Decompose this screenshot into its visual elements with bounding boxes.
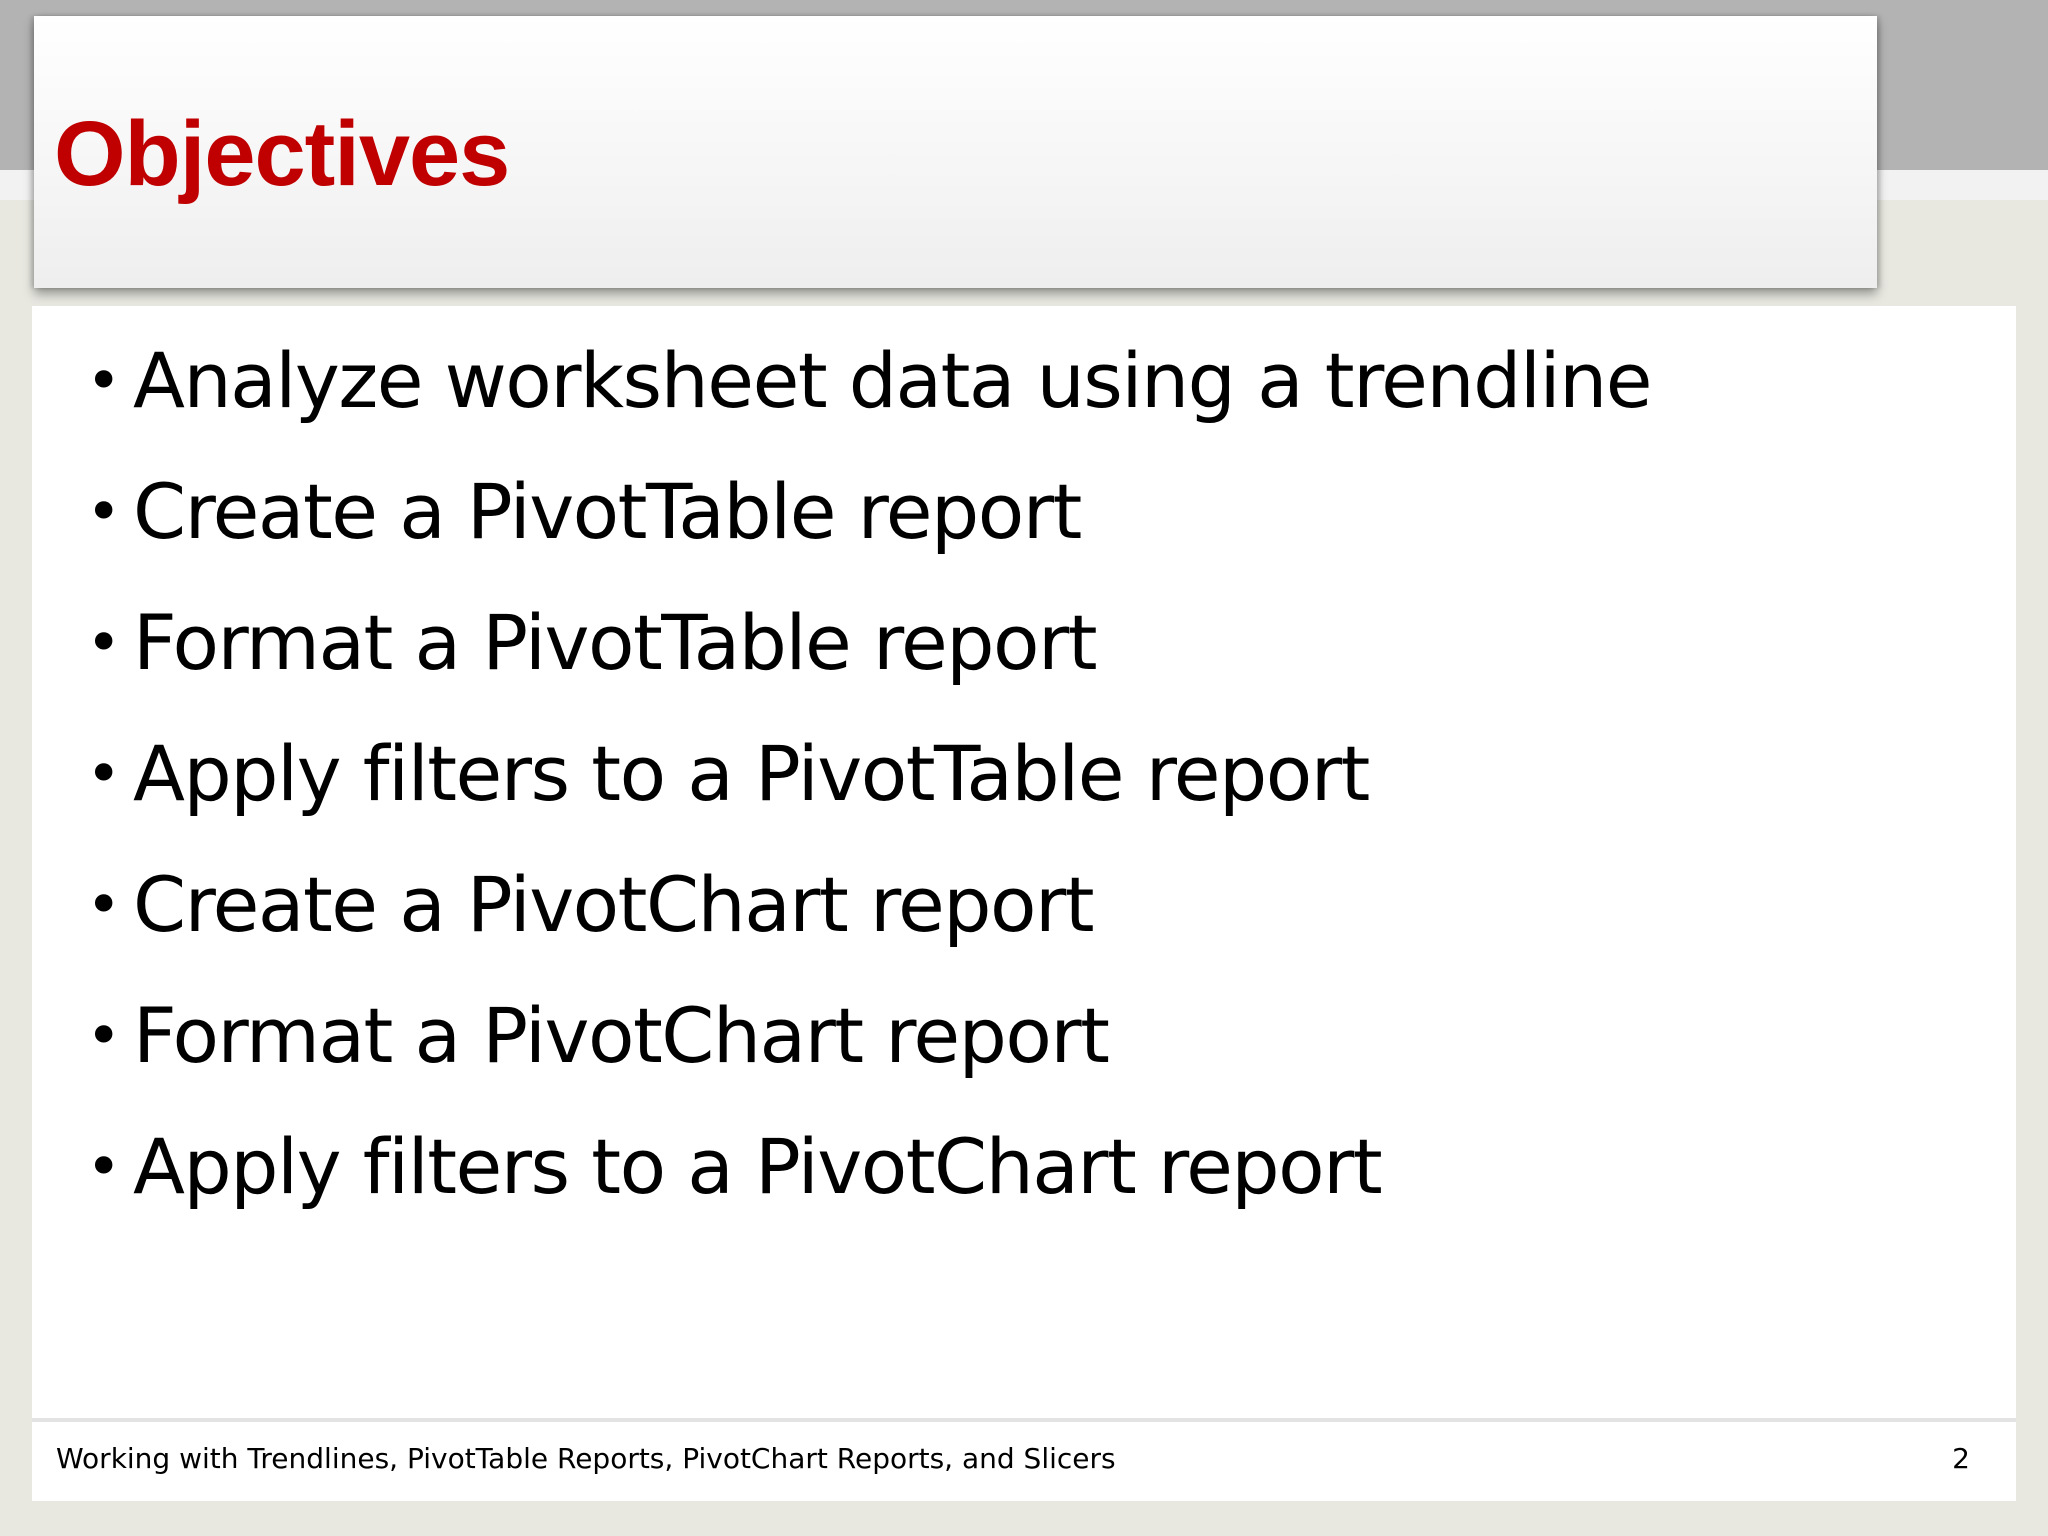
page-number: 2	[1952, 1442, 1970, 1475]
objective-text: Create a PivotTable report	[133, 467, 1081, 556]
objective-text: Create a PivotChart report	[133, 860, 1094, 949]
bullet-icon: •	[86, 608, 122, 678]
footer-text: Working with Trendlines, PivotTable Reports, PivotChart Reports, and Slicers	[56, 1442, 1116, 1475]
objective-text: Apply filters to a PivotChart report	[133, 1122, 1382, 1211]
bullet-icon: •	[86, 1001, 122, 1071]
objective-text: Format a PivotTable report	[133, 598, 1097, 687]
bullet-icon: •	[86, 346, 122, 416]
objective-text: Format a PivotChart report	[133, 991, 1109, 1080]
content-panel	[32, 306, 2016, 1418]
objective-text: Apply filters to a PivotTable report	[133, 729, 1369, 818]
slide-footer	[32, 1418, 2016, 1501]
bullet-icon: •	[86, 477, 122, 547]
title-box	[34, 16, 1877, 288]
slide-title: Objectives	[54, 103, 510, 205]
bullet-icon: •	[86, 1132, 122, 1202]
bullet-icon: •	[86, 870, 122, 940]
objective-text: Analyze worksheet data using a trendline	[133, 336, 1652, 425]
bullet-icon: •	[86, 739, 122, 809]
